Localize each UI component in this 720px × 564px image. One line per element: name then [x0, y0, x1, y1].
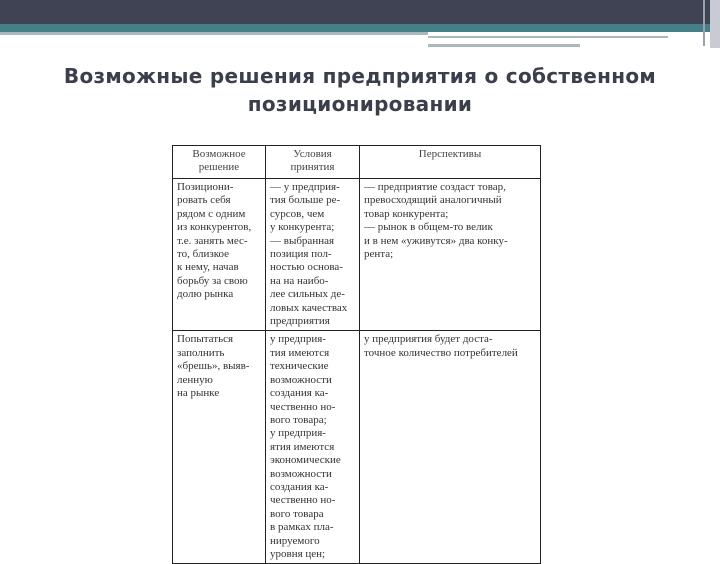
decisions-table	[172, 145, 541, 564]
header-cell: Перспективы	[360, 146, 541, 179]
table-cell: Попытаться заполнить «брешь», выяв- ленную на рынке	[173, 331, 266, 564]
table-cell: Позициони- ровать себя рядом с одним из конкурентов, т.е. занять мес- то, близкое к нему, начав борьбу за свою долю рынка	[173, 179, 266, 331]
slide-title: Возможные решения предприятия о собственном позиционировании	[63, 64, 657, 116]
header-bar	[0, 0, 720, 24]
header-accent-bar	[0, 24, 712, 32]
decorative-line	[428, 44, 580, 47]
header-cell: Условия принятия	[266, 146, 360, 179]
table-row	[173, 179, 541, 331]
table-cell: у предприятия будет доста- точное количество потребителей	[360, 331, 541, 564]
table-cell: у предприя- тия имеются технические возможности создания ка- чественно но- вого товара; у предприя- ятия имеются экономические возможности создания ка- чественно но- вого товара в рамках пла- нируемого уровня цен;	[266, 331, 360, 564]
table-header-row	[173, 146, 541, 179]
header-cell: Возможное решение	[173, 146, 266, 179]
decorative-vertical-line	[703, 0, 705, 46]
decorative-vertical-line	[710, 0, 720, 48]
table-row	[173, 331, 541, 564]
table-cell: — у предприя- тия больше ре- сурсов, чем у конкурента; — выбранная позиция пол- ностью основа- на на наибо- лее сильных де- ловых качествах предприятия	[266, 179, 360, 331]
header-divider	[0, 32, 428, 35]
decorative-line	[428, 36, 668, 38]
table-cell: — предприятие создаст товар, превосходящий аналогичный товар конкурента; — рынок в общем-то велик и в нем «уживутся» два конку- рента;	[360, 179, 541, 331]
